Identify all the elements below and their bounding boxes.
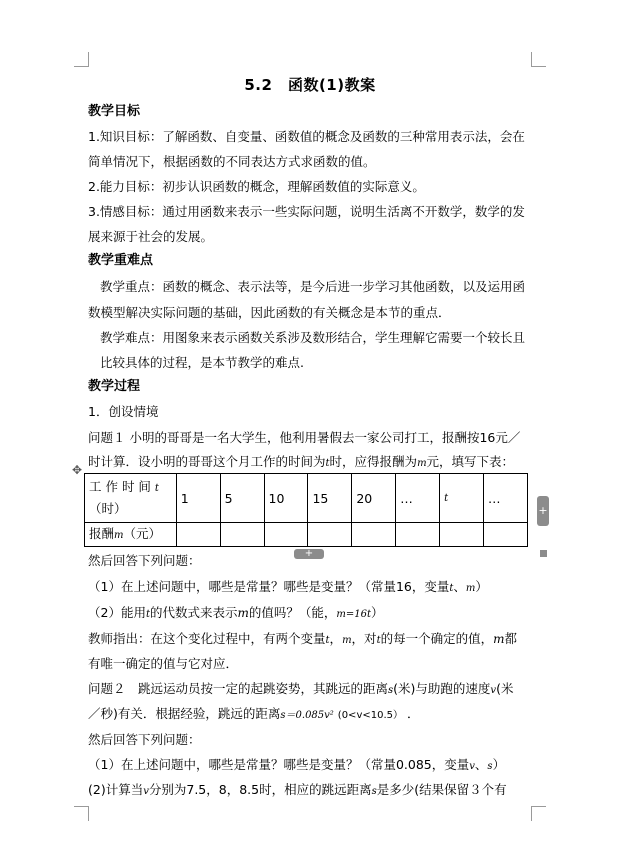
key-point-line-1: 教学重点：函数的概念、表示法等，是今后进一步学习其他函数，以及运用函	[100, 279, 526, 294]
answer-2-2	[88, 782, 507, 800]
text-segment: (米)与助跑的速度	[393, 681, 491, 696]
variable-v: v	[143, 786, 149, 797]
variable-t: t	[449, 583, 454, 594]
difficulty-line-1: 教学难点：用图象来表示函数关系涉及数形结合，学生理解它需要一个较长且	[100, 330, 526, 345]
text-segment: 问题２ 跳远运动员按一定的起跳姿势，其跳远的距离	[88, 681, 389, 696]
variable-t: t	[376, 635, 381, 646]
variable-v: v	[490, 685, 497, 696]
page-corner-mark-top-left	[74, 52, 89, 67]
text-segment: 、	[453, 579, 466, 594]
page-corner-mark-bottom-right	[531, 806, 546, 821]
text-segment: 时计算．设小明的哥哥这个月工作的时间为	[88, 454, 326, 469]
table-cell[interactable]	[484, 523, 528, 547]
text-segment: 、	[474, 757, 488, 772]
teacher-note-line-1	[88, 631, 517, 649]
data-table[interactable]	[84, 473, 528, 547]
table-row-time	[85, 474, 528, 523]
formula: s＝0.085v²	[280, 710, 334, 721]
table-cell-header-time[interactable]	[85, 474, 177, 523]
question-1-line-2	[88, 454, 514, 472]
text-segment: （2）能用	[88, 605, 146, 620]
variable-m: m	[465, 583, 476, 594]
document-title: 5.2 函数(1)教案	[244, 76, 376, 94]
text-segment: 都	[504, 631, 518, 646]
variable-t: t	[154, 483, 159, 494]
text-segment: ／秒)有关．根据经验，跳远的距离	[88, 706, 281, 721]
question-2-line-1	[88, 681, 513, 699]
difficulty-line-2: 比较具体的过程，是本节教学的难点.	[100, 355, 304, 370]
text-segment: ，	[329, 631, 343, 646]
add-row-button[interactable]	[294, 549, 324, 559]
table-cell[interactable]: 10	[264, 474, 308, 523]
table-resize-handle[interactable]	[540, 550, 547, 557]
text-segment: （1）在上述问题中，哪些是常量？哪些是变量？（常量0.085，变量	[88, 757, 470, 772]
text-segment: ）	[371, 605, 384, 620]
variable-s: s	[388, 685, 394, 696]
table-cell[interactable]	[176, 523, 220, 547]
table-cell[interactable]: …	[396, 474, 440, 523]
text-segment: ．	[407, 706, 420, 721]
text-segment: （1）在上述问题中，哪些是常量？哪些是变量？（常量16，变量	[88, 579, 450, 594]
text-segment: 工 作 时 间	[89, 479, 151, 494]
table-move-handle-icon[interactable]: ✥	[72, 463, 83, 477]
section-heading-process: 教学过程	[88, 379, 141, 394]
table-cell[interactable]	[264, 523, 308, 547]
goal-3-line-1: 3.情感目标：通过用函数来表示一些实际问题，说明生活离不开数学，数学的发	[88, 204, 525, 219]
equation: m=16t	[336, 609, 372, 620]
goal-2: 2.能力目标：初步认识函数的概念，理解函数值的实际意义。	[88, 179, 425, 194]
variable-m: m	[114, 529, 124, 541]
table-cell[interactable]: 15	[308, 474, 352, 523]
text-segment: 分别为7.5，8，8.5时，相应的跳远距离	[148, 782, 372, 797]
text-segment: 的代数式来表示	[149, 605, 238, 620]
section-heading-goals: 教学目标	[88, 104, 141, 119]
variable-m: m	[237, 606, 249, 620]
table-cell[interactable]: 5	[220, 474, 264, 523]
text-segment: 元，填写下表：	[426, 454, 515, 469]
table-row-pay	[85, 523, 528, 547]
variable-t: t	[325, 635, 330, 646]
answer-2-1	[88, 757, 505, 775]
table-cell[interactable]: 20	[352, 474, 396, 523]
question-1-line-1: 问题１ 小明的哥哥是一名大学生，他利用暑假去一家公司打工，报酬按16元／	[88, 430, 521, 445]
formula-range: (0<v<10.5）	[337, 710, 404, 721]
text-segment: ）	[475, 579, 488, 594]
table-cell[interactable]	[440, 523, 484, 547]
table-cell-header-pay[interactable]	[85, 523, 177, 547]
variable-v: v	[469, 761, 475, 772]
text-segment: 的每一个确定的值，	[380, 631, 494, 646]
text-segment: 是多少(结果保留３个有	[376, 782, 507, 797]
plus-icon: +	[538, 504, 548, 517]
variable-t: t	[145, 609, 150, 620]
goal-3-line-2: 展来源于社会的发展。	[88, 229, 214, 244]
text-segment: (2)计算当	[88, 782, 144, 797]
page-corner-mark-bottom-left	[74, 806, 89, 821]
question-2-line-2	[88, 706, 420, 724]
table-cell[interactable]	[308, 523, 352, 547]
text-segment: 教师指出：在这个变化过程中，有两个变量	[88, 631, 326, 646]
goal-1-line-1: 1.知识目标：了解函数、自变量、函数值的概念及函数的三种常用表示法，会在	[88, 129, 525, 144]
table-cell[interactable]	[396, 523, 440, 547]
variable-m: m	[493, 632, 505, 646]
table-cell[interactable]: 1	[176, 474, 220, 523]
add-column-button[interactable]	[537, 496, 549, 526]
plus-icon: +	[304, 548, 314, 559]
then-answer-1: 然后回答下列问题：	[88, 553, 201, 568]
variable-s: s	[487, 761, 493, 772]
table-cell[interactable]: t	[440, 474, 484, 523]
page-corner-mark-top-right	[531, 52, 546, 67]
text-segment: 时，应得报酬为	[329, 454, 418, 469]
table-cell[interactable]: …	[484, 474, 528, 523]
answer-1-1	[88, 579, 488, 597]
variable-s: s	[371, 786, 377, 797]
key-point-line-2: 数模型解决实际问题的基础，因此函数的有关概念是本节的重点．	[88, 305, 451, 320]
answer-1-2	[88, 605, 384, 623]
text-segment: ）	[492, 757, 506, 772]
text-segment: ，对	[351, 631, 377, 646]
text-segment: （元）	[123, 525, 162, 541]
variable-t: t	[325, 458, 330, 469]
text-segment: （时）	[89, 501, 127, 516]
variable-m: m	[417, 458, 427, 469]
step-1-heading: 1．创设情境	[88, 404, 159, 419]
goal-1-line-2: 简单情况下，根据函数的不同表达方式求函数的值。	[88, 154, 376, 169]
section-heading-key-points: 教学重难点	[88, 253, 154, 268]
text-segment: 报酬	[89, 525, 115, 541]
text-segment: (米	[496, 681, 514, 696]
table-cell[interactable]	[352, 523, 396, 547]
variable-m: m	[342, 635, 352, 646]
then-answer-2: 然后回答下列问题：	[88, 732, 201, 747]
table-cell[interactable]	[220, 523, 264, 547]
teacher-note-line-2: 有唯一确定的值与它对应．	[88, 656, 239, 671]
text-segment: 的值吗？（能，	[248, 605, 337, 620]
